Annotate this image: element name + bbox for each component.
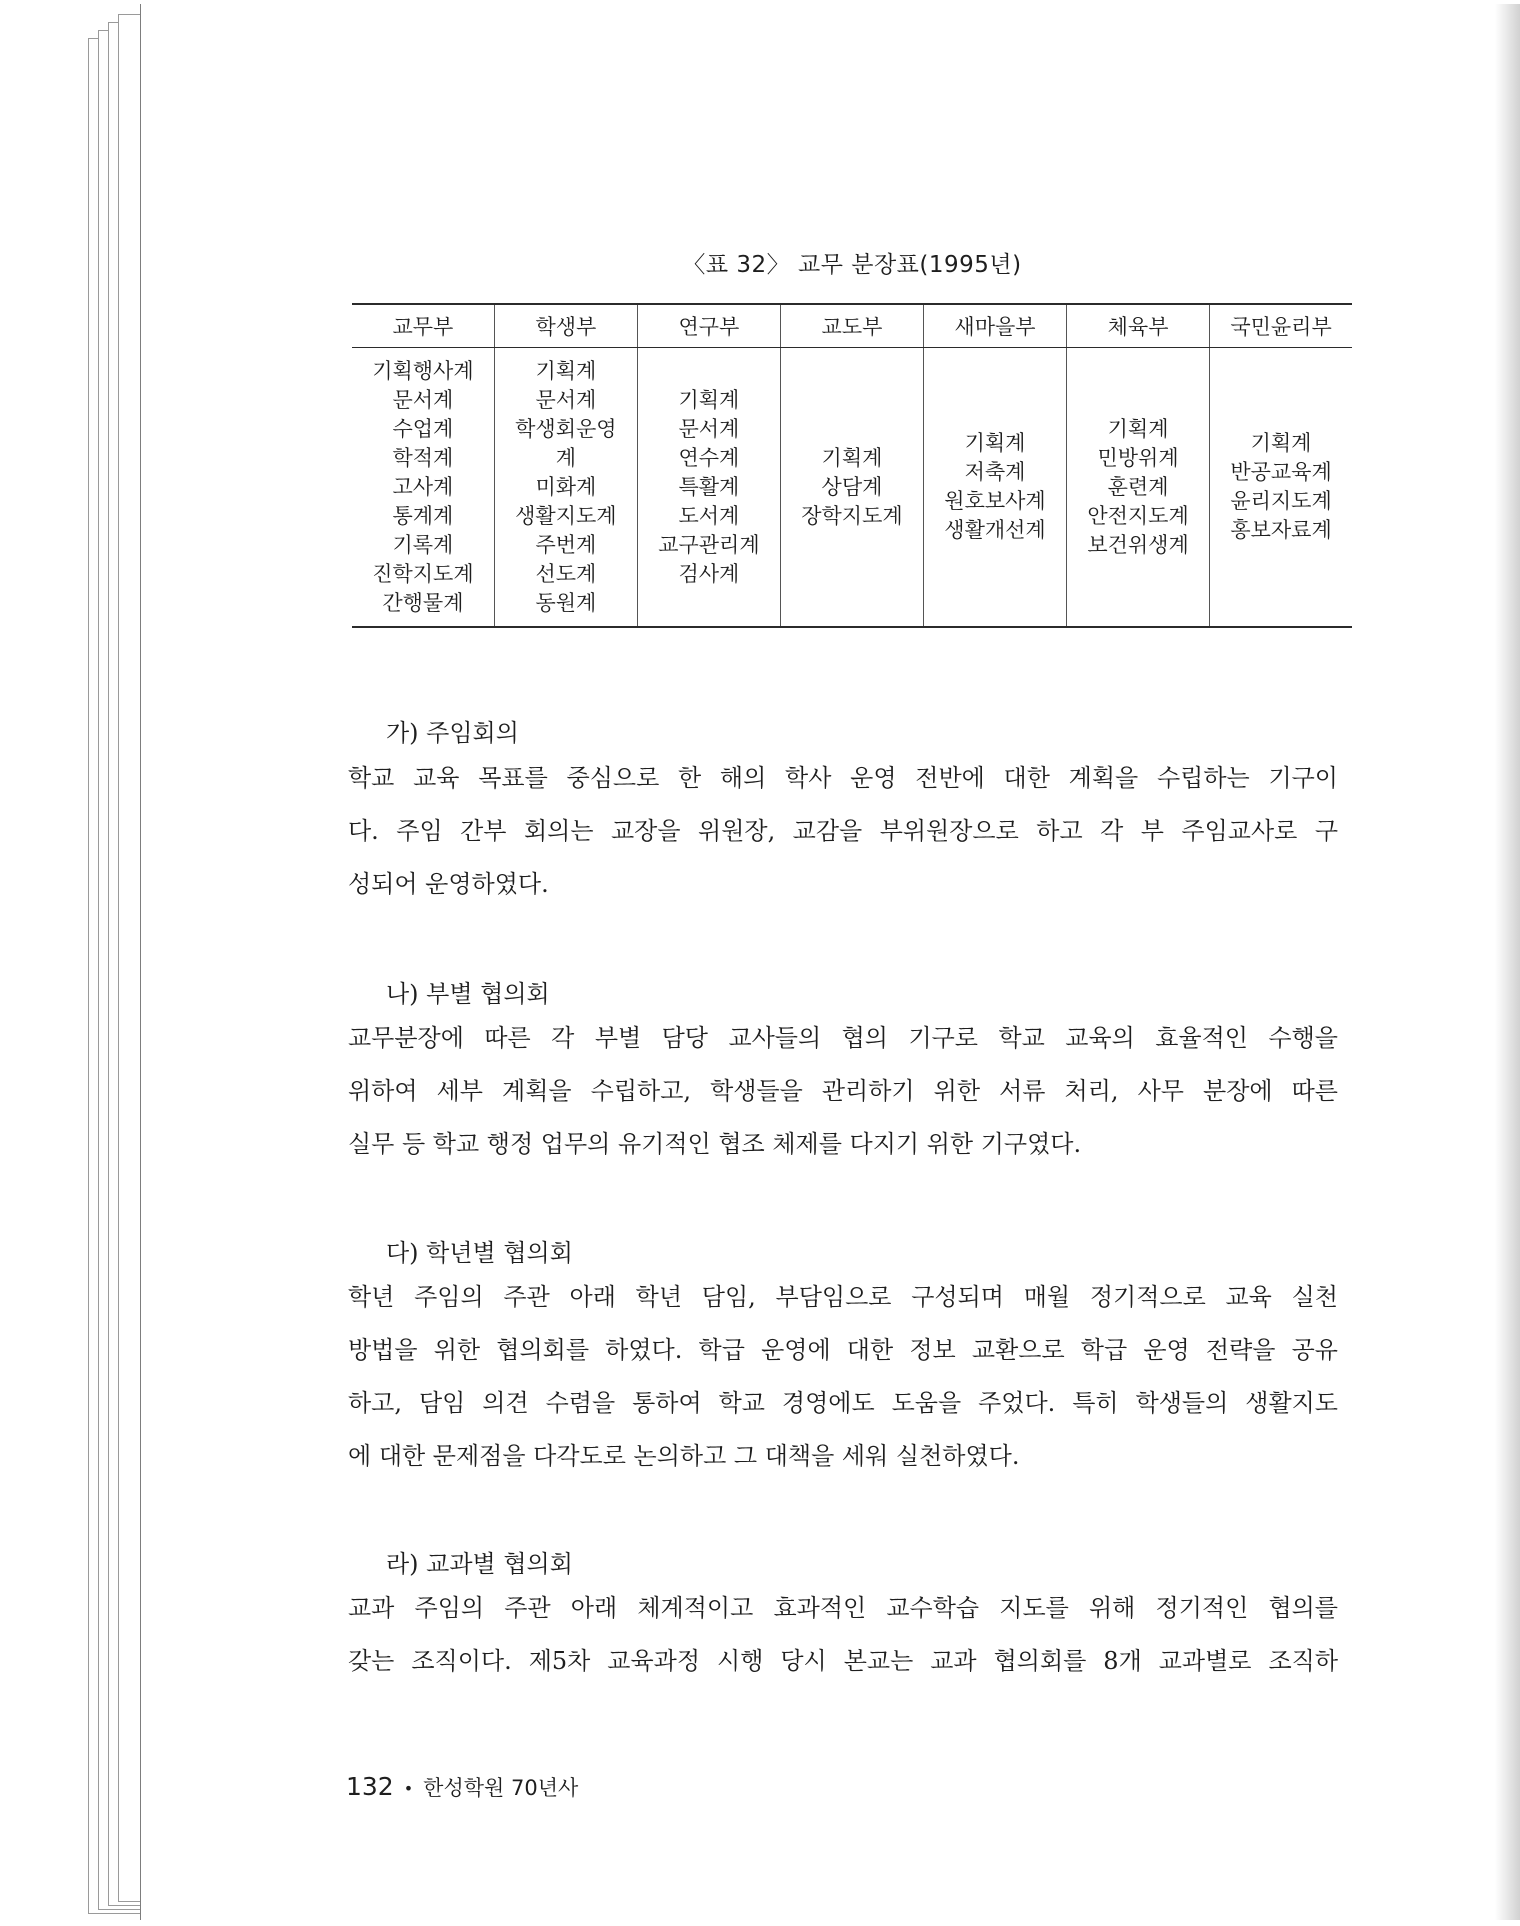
duty-item: 통계계 (392, 503, 454, 528)
text-line: 하고, 담임 의견 수렴을 통하여 학교 경영에도 도움을 주었다. 특히 학생들의 생활지도 (348, 1389, 1338, 1417)
duty-cell (494, 348, 637, 628)
column-header: 교무부 (352, 304, 494, 348)
page-number: 132 (346, 1772, 394, 1801)
text-line: 실무 등 학교 행정 업무의 유기적인 협조 체제를 다지기 위한 기구였다. (348, 1130, 1082, 1158)
duty-item: 선도계 (535, 561, 597, 586)
duty-item: 문서계 (535, 387, 597, 412)
column-header: 새마을부 (923, 304, 1066, 348)
duty-cell (637, 348, 780, 628)
duty-item: 도서계 (678, 503, 740, 528)
duty-item: 민방위계 (1097, 445, 1179, 470)
duty-assignment-table (352, 303, 1352, 628)
duty-item: 기획계 (821, 445, 883, 470)
duty-item: 검사계 (678, 561, 740, 586)
duty-cell (352, 348, 494, 628)
text-line: 위하여 세부 계획을 수립하고, 학생들을 관리하기 위한 서류 처리, 사무 분장에 따른 (348, 1077, 1338, 1105)
duty-item: 장학지도계 (801, 503, 903, 528)
section-heading: 나) 부별 협의회 (386, 980, 550, 1008)
duty-item: 생활개선계 (944, 518, 1046, 542)
duty-item: 문서계 (392, 387, 454, 412)
duty-item: 기획계 (678, 387, 740, 412)
paragraph (348, 1582, 1338, 1688)
duty-item: 수업계 (392, 416, 454, 441)
duty-item: 진학지도계 (372, 561, 474, 586)
text-line: 방법을 위한 협의회를 하였다. 학급 운영에 대한 정보 교환으로 학급 운영 전략을 공유 (348, 1336, 1338, 1364)
duty-item: 기획계 (964, 431, 1026, 455)
book-title: 한성학원 70년사 (423, 1776, 579, 1800)
duty-cell (1067, 348, 1210, 628)
duty-cell (1210, 348, 1352, 628)
column-header: 학생부 (494, 304, 637, 348)
duty-item: 반공교육계 (1230, 460, 1332, 484)
duty-item: 기획계 (1250, 431, 1312, 455)
duty-item: 기획행사계 (372, 358, 474, 383)
paragraph (348, 1012, 1338, 1171)
paragraph (348, 1271, 1338, 1483)
section-heading: 가) 주임회의 (386, 719, 519, 747)
text-line: 다. 주임 간부 회의는 교장을 위원장, 교감을 부위원장으로 하고 각 부 주임교사로 구 (348, 817, 1338, 845)
text-line: 에 대한 문제점을 다각도로 논의하고 그 대책을 세워 실천하였다. (348, 1442, 1020, 1470)
duty-item: 상담계 (821, 474, 883, 499)
section-heading: 라) 교과별 협의회 (386, 1550, 573, 1578)
duty-item: 학생회운영 (515, 416, 617, 441)
duty-item: 보건위생계 (1087, 532, 1189, 557)
text-line: 성되어 운영하였다. (348, 870, 549, 898)
duty-item: 기획계 (535, 358, 597, 383)
text-line: 학교 교육 목표를 중심으로 한 해의 학사 운영 전반에 대한 계획을 수립하는 기구이 (348, 764, 1338, 792)
duty-item: 연수계 (678, 445, 740, 470)
duty-item: 기획계 (1107, 416, 1169, 441)
duty-item: 고사계 (392, 474, 454, 499)
duty-item: 계 (555, 445, 577, 470)
duty-item: 윤리지도계 (1230, 489, 1332, 513)
table-header-row (352, 304, 1352, 348)
column-header: 국민윤리부 (1210, 304, 1352, 348)
duty-item: 생활지도계 (515, 503, 617, 528)
duty-item: 교구관리계 (658, 532, 760, 557)
table-row (352, 348, 1352, 628)
duty-item: 간행물계 (382, 590, 464, 615)
page-shadow (1495, 4, 1520, 1920)
duty-item: 주번계 (535, 532, 597, 557)
duty-item: 원호보사계 (944, 489, 1046, 513)
page-footer (346, 1772, 578, 1802)
duty-item: 미화계 (535, 474, 597, 499)
duty-cell (780, 348, 923, 628)
paragraph (348, 752, 1338, 911)
text-line: 교무분장에 따른 각 부별 담당 교사들의 협의 기구로 학교 교육의 효율적인 수행을 (348, 1024, 1338, 1052)
column-header: 교도부 (780, 304, 923, 348)
duty-item: 훈련계 (1107, 474, 1169, 499)
duty-item: 안전지도계 (1087, 503, 1189, 528)
duty-item: 동원계 (535, 590, 597, 615)
column-header: 연구부 (637, 304, 780, 348)
duty-item: 기록계 (392, 532, 454, 557)
table-caption: 〈표 32〉 교무 분장표(1995년) (682, 252, 1022, 278)
text-line: 갖는 조직이다. 제5차 교육과정 시행 당시 본교는 교과 협의회를 8개 교과별로 조직하 (348, 1647, 1338, 1675)
duty-item: 학적계 (392, 445, 454, 470)
duty-item: 저축계 (964, 460, 1026, 484)
text-line: 학년 주임의 주관 아래 학년 담임, 부담임으로 구성되며 매월 정기적으로 교육 실천 (348, 1283, 1338, 1311)
duty-item: 홍보자료계 (1230, 518, 1332, 542)
text-line: 교과 주임의 주관 아래 체계적이고 효과적인 교수학습 지도를 위해 정기적인 협의를 (348, 1594, 1338, 1622)
duty-item: 특활계 (678, 474, 740, 499)
duty-cell (923, 348, 1066, 628)
footer-bullet: • (403, 1778, 414, 1798)
column-header: 체육부 (1067, 304, 1210, 348)
duty-item: 문서계 (678, 416, 740, 441)
section-heading: 다) 학년별 협의회 (386, 1239, 573, 1267)
